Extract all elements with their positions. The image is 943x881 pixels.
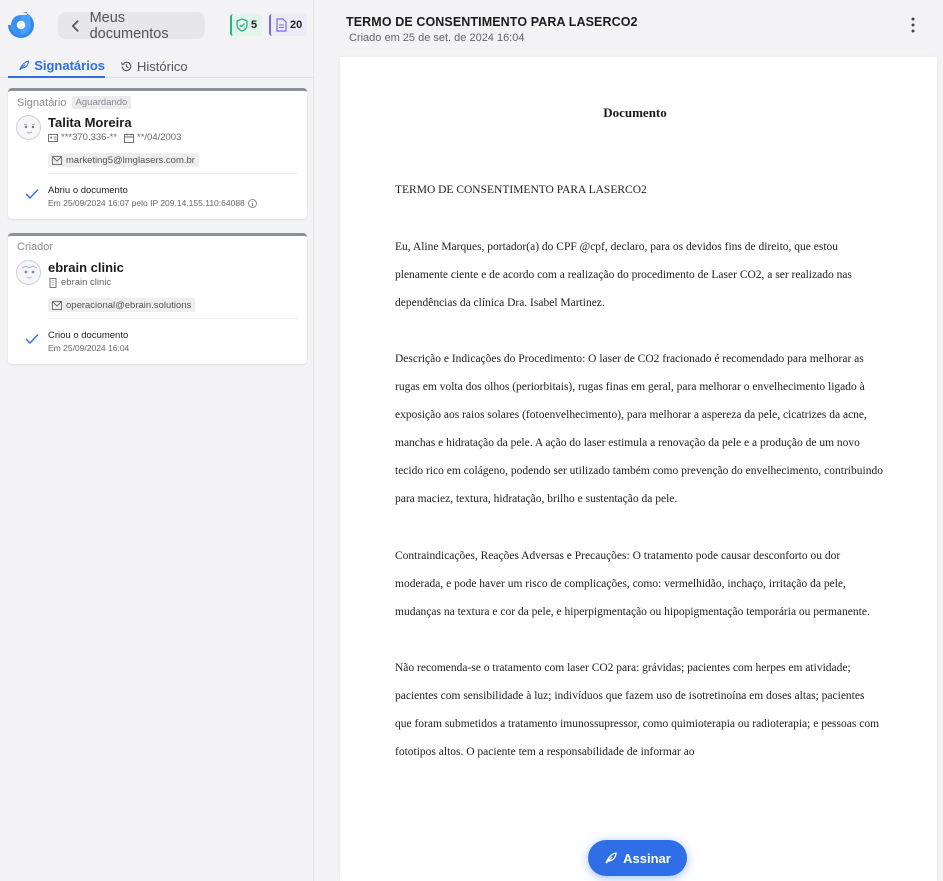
feather-icon (18, 59, 30, 72)
calendar-icon (124, 133, 134, 143)
document-body-heading: TERMO DE CONSENTIMENTO PARA LASERCO2 (395, 184, 647, 196)
signer-birthdate (124, 132, 181, 143)
document-icon (274, 18, 288, 32)
info-icon[interactable] (248, 199, 257, 208)
avatar-face-icon (17, 261, 41, 285)
creator-role (17, 241, 53, 253)
chevron-left-icon (68, 18, 84, 34)
divider (48, 173, 297, 174)
check-icon (25, 188, 39, 200)
document-paragraph: Contraindicações, Reações Adversas e Precauções: O tratamento pode causar desconforto ou dor moderada, e pode haver um risco de complicações, como: vermelhidão, inchaço, irritação da pele, mudanças na textura e cor da pele, e hiperpigmentação ou hipopigmentação temporária ou permanente. (395, 550, 870, 618)
tab-historico[interactable] (120, 54, 188, 78)
document-paragraph: Não recomenda-se o tratamento com laser CO2 para: grávidas; pacientes com herpes em atividade; pacientes com sensibilidade à luz; indivíduos que fazem uso de isotretinoína em doses altas; pacientes que foram submetidos a tratamento imunossupressor, como quimioterapia ou radioterapia; e pessoas com fototipos altos. O paciente tem a responsabilidade de informar ao (395, 662, 880, 758)
history-icon (120, 60, 133, 73)
sign-button-label: Assinar (623, 850, 671, 866)
documents-count: 20 (290, 19, 303, 31)
signer-event-detail (48, 198, 257, 208)
signer-card (8, 88, 307, 219)
creator-name: ebrain clinic (48, 260, 124, 275)
signer-name: Talita Moreira (48, 115, 132, 130)
creator-company-value: ebrain clinic (61, 277, 112, 288)
signer-event-detail-text: Em 25/09/2024 16:07 pelo IP 209.14.155.110:64088 (48, 198, 245, 208)
signer-email-chip (48, 153, 199, 167)
app-logo-icon[interactable] (8, 12, 34, 38)
documents-count-badge[interactable] (269, 14, 307, 36)
document-page (340, 57, 937, 881)
building-icon (48, 278, 58, 288)
shield-check-icon (235, 18, 249, 32)
document-paragraph: Descrição e Indicações do Procedimento: O laser de CO2 fracionado é recomendado para melhorar as rugas em volta dos olhos (periorbitais), rugas finas em geral, para melhorar o envelhecimento ligado à exposição aos raios solares (fotoenvelhecimento), para melhorar a aspereza da pele, cicatrizes da acne, manchas e hidratação da pele. A ação do laser estimula a renovação da pele e a produção de um novo tecido rico em colágeno, podendo ser utilizado também como prevenção do envelhecimento, contribuindo para maciez, textura, hidratação, brilho e sustentação da pele. (395, 353, 883, 505)
creator-email-chip (48, 298, 195, 312)
mail-icon (52, 156, 62, 165)
document-page-heading: Documento (603, 105, 667, 120)
signer-role (17, 96, 131, 109)
creator-event-title: Criou o documento (48, 330, 129, 341)
sign-button[interactable] (588, 840, 687, 876)
creator-card (8, 233, 307, 364)
avatar (16, 115, 41, 140)
signers-panel (0, 0, 314, 881)
signers-count-badge[interactable] (230, 14, 262, 36)
check-icon (25, 333, 39, 345)
divider (48, 318, 297, 319)
signer-cpf (48, 132, 117, 143)
document-created-date: Criado em 25 de set. de 2024 16:04 (349, 32, 525, 44)
document-title: TERMO DE CONSENTIMENTO PARA LASERCO2 (346, 15, 638, 29)
signers-count: 5 (251, 19, 258, 31)
panel-tabs (0, 54, 314, 78)
signer-cpf-value: ***370.336-** (61, 132, 117, 143)
mail-icon (52, 301, 62, 310)
signer-event-title: Abriu o documento (48, 185, 128, 196)
back-to-documents-button[interactable] (58, 9, 205, 42)
creator-event-detail-text: Em 25/09/2024 16:04 (48, 343, 130, 353)
feather-icon (604, 851, 618, 865)
tab-historico-label: Histórico (137, 58, 188, 74)
creator-role-label: Criador (17, 241, 54, 253)
back-button-label: Meus documentos (89, 9, 169, 42)
avatar-face-icon (17, 116, 41, 140)
avatar (16, 260, 41, 285)
creator-event-detail (48, 343, 129, 353)
tab-signatarios[interactable] (8, 54, 105, 78)
signer-email: marketing5@lmglasers.com.br (66, 154, 195, 166)
more-options-icon[interactable] (907, 16, 919, 34)
creator-email: operacional@ebrain.solutions (66, 299, 192, 311)
id-card-icon (48, 133, 58, 143)
signer-role-label: Signatário (17, 96, 67, 109)
status-badge: Aguardando (72, 96, 132, 109)
document-paragraph: Eu, Aline Marques, portador(a) do CPF @cpf, declaro, para os devidos fins de direito, que estou plenamente ciente e de acordo com a realização do procedimento de Laser CO2, a ser realizado nas dependências da clínica Dra. Isabel Martinez. (395, 241, 852, 309)
tab-signatarios-label: Signatários (34, 57, 105, 73)
creator-company (48, 277, 111, 288)
signer-birthdate-value: **/04/2003 (137, 132, 182, 143)
